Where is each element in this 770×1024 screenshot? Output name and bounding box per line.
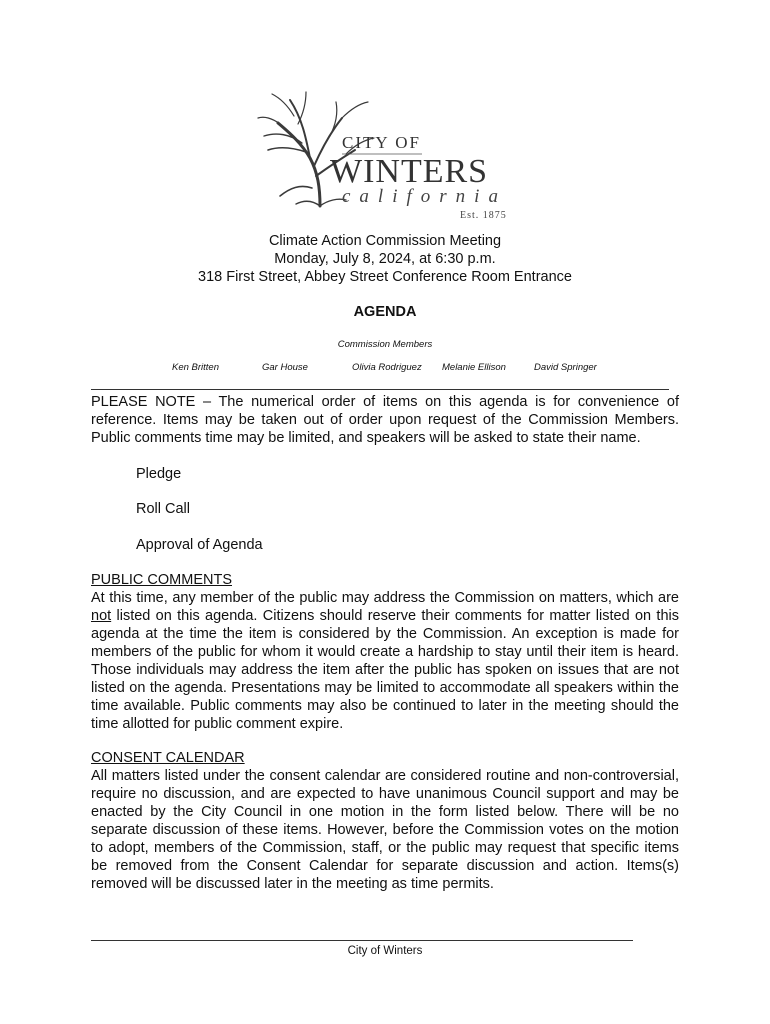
public-comments-text <box>91 589 679 733</box>
member-name: Melanie Ellison <box>442 362 506 373</box>
meeting-location: 318 First Street, Abbey Street Conference Room Entrance <box>198 269 572 285</box>
header-divider <box>91 389 669 390</box>
agenda-title: AGENDA <box>353 304 417 320</box>
public-comments-section <box>91 571 679 733</box>
member-name: Olivia Rodriguez <box>352 362 422 373</box>
agenda-item-approval: Approval of Agenda <box>136 537 263 553</box>
agenda-item-pledge: Pledge <box>136 466 182 482</box>
commission-members-label: Commission Members <box>337 339 433 350</box>
member-name: David Springer <box>534 362 597 373</box>
public-comments-heading: PUBLIC COMMENTS <box>91 572 232 588</box>
city-logo <box>250 88 530 223</box>
agenda-item-roll-call: Roll Call <box>136 501 190 517</box>
member-name: Ken Britten <box>172 362 219 373</box>
consent-calendar-text: All matters listed under the consent calendar are considered routine and non-controversial, require no discussion, and are expected to have unanimous Council support and may be enacted by the City Council in one motion in the form listed below. There will be no separate discussion of these items. However, before the Commission votes on the motion to adopt, members of the Commission, staff, or the public may request that specific items be removed from the Consent Calendar for separate discussion and action. Items(s) removed will be discussed later in the meeting as time permits. <box>91 768 679 892</box>
public-comments-text-a: At this time, any member of the public may address the Commission on matters, which are <box>91 590 679 606</box>
logo-line1: CITY OF <box>342 133 422 152</box>
page-footer: City of Winters <box>347 945 423 957</box>
logo-line2: WINTERS <box>330 153 489 190</box>
member-name: Gar House <box>262 362 308 373</box>
note-text: PLEASE NOTE – The numerical order of items on this agenda is for convenience of reference. Items may be taken out of order upon request of the Commission Members. Public comments time may be limited, and speakers will be asked to state their name. <box>91 394 679 446</box>
meeting-date: Monday, July 8, 2024, at 6:30 p.m. <box>274 251 496 267</box>
public-comments-text-b: listed on this agenda. Citizens should reserve their comments for matter listed on this agenda at the time the item is considered by the Commission. An exception is made for members of the public for whom it would create a hardship to stay until their item is heard. Those individuals may address the item after the public has spoken on issues that are not listed on the agenda. Presentations may be limited to accommodate all speakers within the time available. Public comments may also be continued to later in the meeting should the time allotted for public comment expire. <box>91 608 679 732</box>
meeting-title: Climate Action Commission Meeting <box>268 233 502 249</box>
footer-divider <box>91 940 633 941</box>
public-comments-not: not <box>91 608 112 624</box>
consent-calendar-section <box>91 749 679 893</box>
note-paragraph <box>91 393 679 447</box>
logo-line4: Est. 1875 <box>460 210 507 221</box>
consent-calendar-heading: CONSENT CALENDAR <box>91 750 245 766</box>
logo-line3: california <box>342 186 507 207</box>
